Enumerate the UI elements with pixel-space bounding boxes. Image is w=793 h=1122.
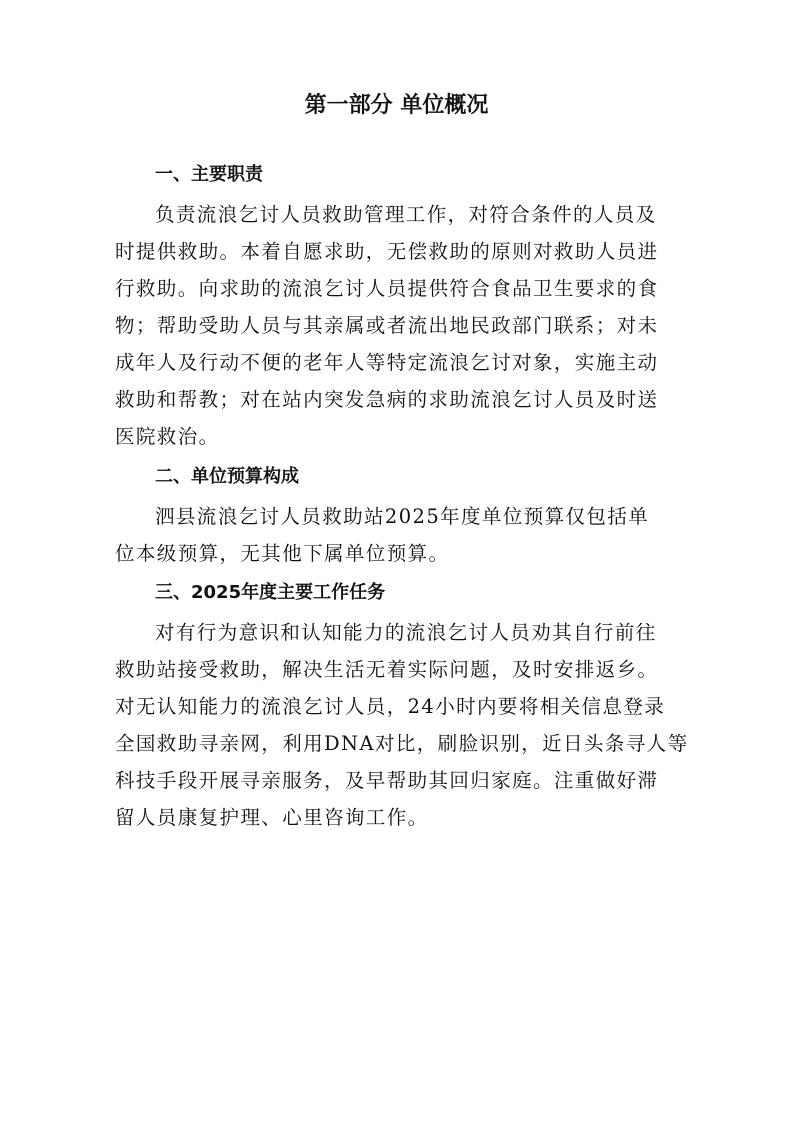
paragraph-line: 行救助。向求助的流浪乞讨人员提供符合食品卫生要求的食 bbox=[115, 277, 659, 300]
paragraph-line: 负责流浪乞讨人员救助管理工作，对符合条件的人员及 bbox=[155, 203, 657, 226]
paragraph-line: 科技手段开展寻亲服务，及早帮助其回归家庭。注重做好滞 bbox=[115, 769, 659, 792]
section-body-budget-composition bbox=[115, 498, 687, 572]
section-body-main-tasks-2025 bbox=[115, 614, 687, 836]
paragraph-line: 位本级预算，无其他下属单位预算。 bbox=[115, 542, 450, 565]
paragraph-line: 物；帮助受助人员与其亲属或者流出地民政部门联系；对未 bbox=[115, 314, 659, 337]
paragraph-line: 时提供救助。本着自愿求助，无偿救助的原则对救助人员进 bbox=[115, 240, 659, 263]
paragraph-line: 全国救助寻亲网，利用DNA对比，刷脸识别，近日头条寻人等 bbox=[115, 732, 689, 755]
paragraph-line: 救助站接受救助，解决生活无着实际问题，及时安排返乡。 bbox=[115, 658, 659, 681]
paragraph-line: 留人员康复护理、心里咨询工作。 bbox=[115, 806, 429, 829]
section-heading-budget-composition: 二、单位预算构成 bbox=[155, 466, 299, 487]
section-heading-main-duties: 一、主要职责 bbox=[155, 164, 263, 185]
paragraph-line: 医院救治。 bbox=[115, 425, 220, 448]
paragraph-line: 对有行为意识和认知能力的流浪乞讨人员劝其自行前往 bbox=[155, 621, 657, 644]
paragraph-line: 救助和帮教；对在站内突发急病的求助流浪乞讨人员及时送 bbox=[115, 388, 659, 411]
paragraph-line: 对无认知能力的流浪乞讨人员，24小时内要将相关信息登录 bbox=[115, 695, 666, 718]
section-body-main-duties bbox=[115, 196, 687, 455]
page-title: 第一部分 单位概况 bbox=[304, 93, 489, 118]
section-heading-main-tasks-2025: 三、2025年度主要工作任务 bbox=[155, 582, 386, 603]
paragraph-line: 泗县流浪乞讨人员救助站2025年度单位预算仅包括单 bbox=[155, 505, 650, 528]
paragraph-line: 成年人及行动不便的老年人等特定流浪乞讨对象，实施主动 bbox=[115, 351, 659, 374]
